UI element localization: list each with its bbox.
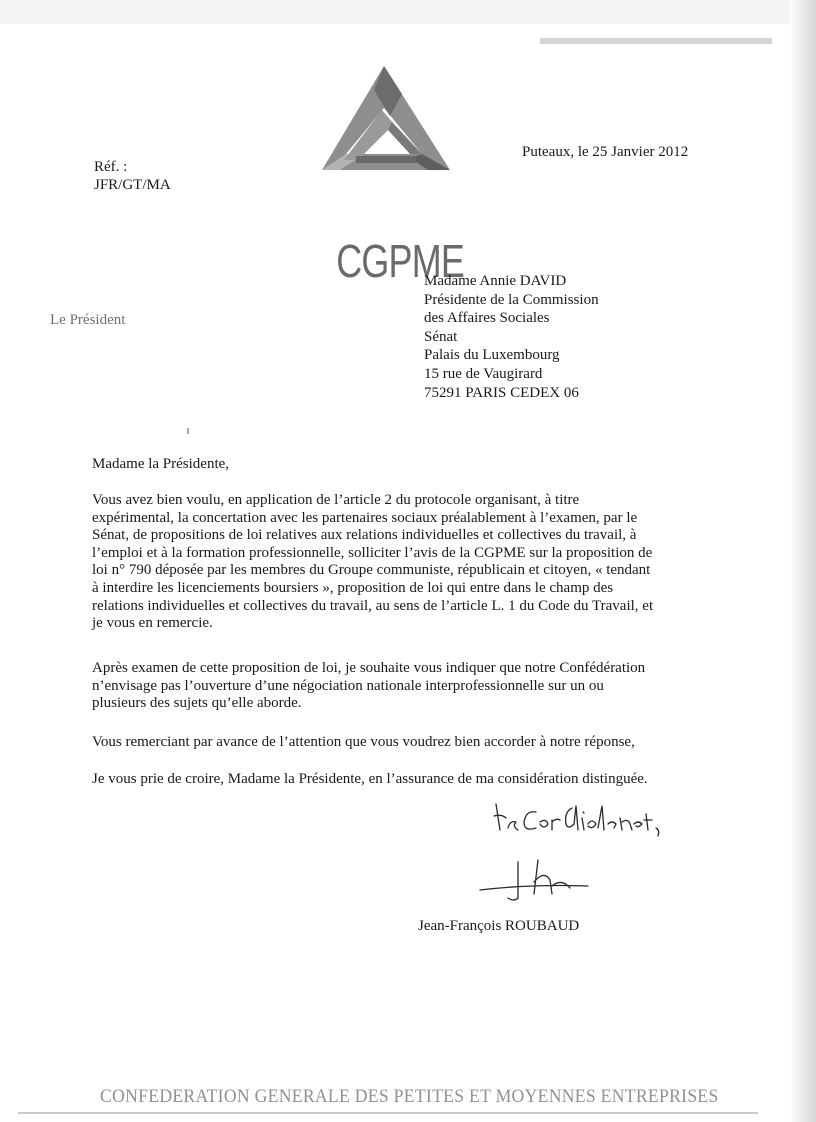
footer-organization: CONFEDERATION GENERALE DES PETITES ET MOYENNES ENTREPRISES xyxy=(100,1086,719,1107)
paragraph-line: l’emploi et à la formation professionnelle, solliciter l’avis de la CGPME sur la proposition de xyxy=(92,544,653,561)
signatory-name: Jean-François ROUBAUD xyxy=(418,918,580,934)
cgpme-logo xyxy=(318,64,464,287)
scan-bottom-line xyxy=(18,1112,758,1114)
scan-edge-top xyxy=(0,0,816,24)
paragraph-line: expérimental, la concertation avec les partenaires sociaux préalablement à l’examen, par le xyxy=(92,509,638,526)
paragraph-closing: Je vous prie de croire, Madame la Présidente, en l’assurance de ma considération distinguée. xyxy=(92,771,648,787)
recipient-line: des Affaires Sociales xyxy=(424,310,550,327)
cgpme-logo-icon xyxy=(318,64,454,234)
reference-block xyxy=(94,158,171,194)
salutation: Madame la Présidente, xyxy=(92,456,230,472)
recipient-line: Palais du Luxembourg xyxy=(424,347,560,364)
paragraph-line: je vous en remercie. xyxy=(92,615,213,632)
reference-label: Réf. : xyxy=(94,159,128,175)
handwritten-signature xyxy=(460,790,670,910)
recipient-line: 75291 PARIS CEDEX 06 xyxy=(424,384,579,401)
recipient-line: 15 rue de Vaugirard xyxy=(424,365,543,382)
recipient-line: Présidente de la Commission xyxy=(424,291,599,308)
place-date: Puteaux, le 25 Janvier 2012 xyxy=(522,144,689,160)
recipient-line: Madame Annie DAVID xyxy=(424,273,567,289)
paragraph-request xyxy=(92,492,696,633)
paragraph-line: plusieurs des sujets qu’elle aborde. xyxy=(92,695,302,712)
scan-speck xyxy=(187,428,189,434)
recipient-line: Sénat xyxy=(424,328,458,345)
scan-streak xyxy=(540,38,772,44)
paragraph-answer xyxy=(92,660,696,713)
paragraph-thanks: Vous remerciant par avance de l’attention que vous voudrez bien accorder à notre réponse, xyxy=(92,734,635,750)
paragraph-line: Sénat, de propositions de loi relatives aux relations individuelles et collectives du travail, à xyxy=(92,527,637,544)
paragraph-line: Après examen de cette proposition de loi, je souhaite vous indiquer que notre Confédération xyxy=(92,660,646,676)
logo-wordmark: CGPME xyxy=(336,235,464,287)
recipient-address xyxy=(424,272,599,402)
paragraph-line: Vous avez bien voulu, en application de l’article 2 du protocole organisant, à titre xyxy=(92,492,580,508)
paragraph-line: n’envisage pas l’ouverture d’une négociation nationale interprofessionnelle sur un ou xyxy=(92,677,604,694)
paragraph-line: loi n° 790 déposée par les membres du Groupe communiste, républicain et citoyen, « tendant xyxy=(92,562,651,579)
paragraph-line: à interdire les licenciements boursiers », proposition de loi qui entre dans le champ des xyxy=(92,579,614,596)
scan-edge-right xyxy=(790,0,816,1122)
sender-title: Le Président xyxy=(50,312,126,328)
paragraph-line: relations individuelles et collectives du travail, au sens de l’article L. 1 du Code du Travail, et xyxy=(92,597,654,614)
reference-code: JFR/GT/MA xyxy=(94,177,171,193)
